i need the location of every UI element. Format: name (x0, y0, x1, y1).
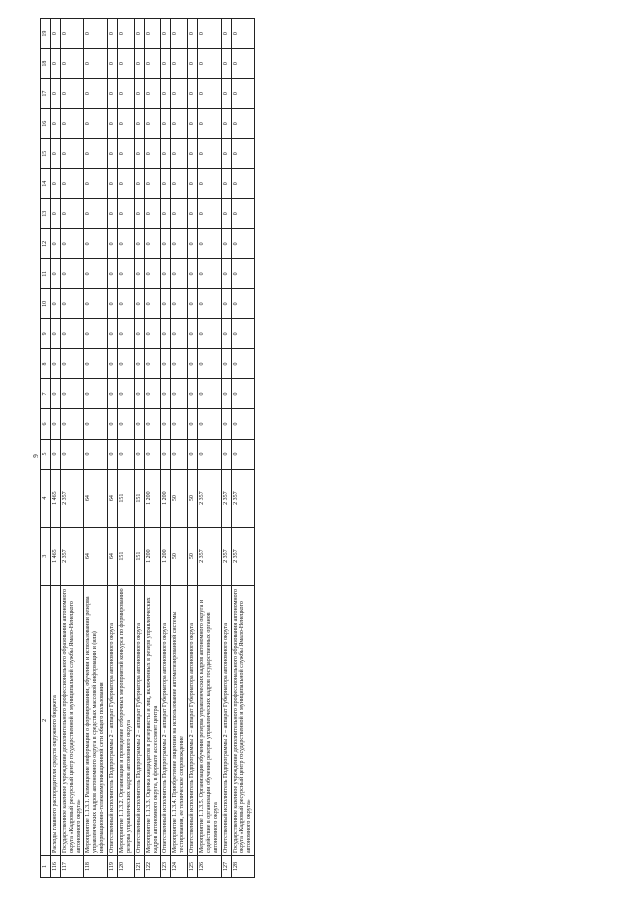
year-value: 0 (144, 49, 161, 79)
year-value: 0 (50, 199, 60, 229)
year-value: 0 (198, 169, 222, 199)
header-cell: 16 (41, 109, 51, 139)
row-description: Ответственный исполнитель Подпрограммы 2 – аппарат Губернатора автономного округа (161, 585, 171, 855)
year-value: 0 (188, 199, 198, 229)
year-value: 0 (198, 19, 222, 49)
year-value: 0 (188, 109, 198, 139)
year-value: 1 465 (50, 469, 60, 527)
year-value: 2 357 (60, 469, 84, 527)
row-number: 123 (161, 855, 171, 877)
year-value: 0 (171, 79, 188, 109)
row-number: 128 (231, 855, 255, 877)
year-value: 0 (188, 79, 198, 109)
row-description: Мероприятие 1.1.3.2. Организация и проведение отборочных мероприятий конкурса по формированию резерва управленческих кадров автономного округа (118, 585, 135, 855)
year-value: 0 (198, 349, 222, 379)
year-value: 0 (60, 379, 84, 409)
year-value: 0 (118, 139, 135, 169)
year-value: 0 (144, 439, 161, 469)
year-value: 0 (161, 199, 171, 229)
row-number: 125 (188, 855, 198, 877)
year-value: 0 (60, 139, 84, 169)
year-value: 0 (84, 139, 108, 169)
year-value: 0 (221, 109, 231, 139)
year-value: 0 (221, 49, 231, 79)
year-value: 0 (144, 139, 161, 169)
row-number: 121 (134, 855, 144, 877)
year-value: 0 (84, 19, 108, 49)
year-value: 0 (134, 349, 144, 379)
year-value: 0 (221, 79, 231, 109)
row-description: Расходы главного распорядителя средств окружного бюджета (50, 585, 60, 855)
year-value: 0 (188, 409, 198, 439)
year-value: 0 (84, 229, 108, 259)
header-cell: 3 (41, 527, 51, 585)
year-value: 0 (134, 49, 144, 79)
year-value: 0 (198, 109, 222, 139)
year-value: 0 (134, 259, 144, 289)
year-value: 0 (108, 199, 118, 229)
table-row (118, 19, 135, 878)
year-value: 0 (118, 19, 135, 49)
header-cell: 7 (41, 379, 51, 409)
rotated-table-wrapper (40, 18, 600, 878)
year-value: 0 (221, 439, 231, 469)
year-value: 0 (144, 319, 161, 349)
year-value: 0 (60, 439, 84, 469)
header-cell: 10 (41, 289, 51, 319)
year-value: 0 (231, 319, 255, 349)
year-value: 0 (84, 409, 108, 439)
year-value: 0 (231, 49, 255, 79)
year-value: 2 357 (221, 469, 231, 527)
year-value: 0 (108, 229, 118, 259)
year-value: 0 (161, 409, 171, 439)
year-value: 0 (161, 289, 171, 319)
year-value: 0 (161, 169, 171, 199)
year-value: 0 (118, 199, 135, 229)
year-value: 0 (221, 349, 231, 379)
year-value: 0 (231, 229, 255, 259)
year-value: 0 (84, 289, 108, 319)
total-value: 50 (188, 527, 198, 585)
total-value: 1 200 (144, 527, 161, 585)
year-value: 0 (171, 229, 188, 259)
year-value: 0 (221, 199, 231, 229)
year-value: 2 357 (198, 469, 222, 527)
header-cell: 14 (41, 169, 51, 199)
row-number: 119 (108, 855, 118, 877)
year-value: 0 (144, 19, 161, 49)
row-number: 126 (198, 855, 222, 877)
year-value: 0 (188, 439, 198, 469)
year-value: 0 (188, 19, 198, 49)
year-value: 0 (231, 409, 255, 439)
year-value: 0 (171, 139, 188, 169)
year-value: 0 (221, 409, 231, 439)
header-cell: 8 (41, 349, 51, 379)
header-cell: 19 (41, 19, 51, 49)
year-value: 0 (118, 229, 135, 259)
year-value: 0 (198, 229, 222, 259)
row-number: 116 (50, 855, 60, 877)
row-number: 122 (144, 855, 161, 877)
year-value: 0 (171, 49, 188, 79)
year-value: 0 (134, 379, 144, 409)
year-value: 0 (108, 319, 118, 349)
year-value: 0 (50, 19, 60, 49)
year-value: 0 (144, 199, 161, 229)
year-value: 0 (50, 169, 60, 199)
year-value: 0 (231, 19, 255, 49)
year-value: 0 (84, 439, 108, 469)
row-description: Мероприятие 1.1.3.4. Приобретение лицензии на использование автоматизированной системы тестирования, ее техническое сопровождение (171, 585, 188, 855)
year-value: 0 (134, 319, 144, 349)
year-value: 0 (171, 169, 188, 199)
table-body (50, 19, 254, 878)
year-value: 1 200 (144, 469, 161, 527)
year-value: 0 (118, 49, 135, 79)
year-value: 0 (171, 349, 188, 379)
year-value: 0 (50, 409, 60, 439)
year-value: 0 (144, 79, 161, 109)
year-value: 0 (84, 169, 108, 199)
year-value: 0 (144, 409, 161, 439)
year-value: 0 (221, 169, 231, 199)
year-value: 0 (108, 49, 118, 79)
total-value: 64 (84, 527, 108, 585)
row-description: Ответственный исполнитель Подпрограммы 2 – аппарат Губернатора автономного округа (108, 585, 118, 855)
year-value: 0 (144, 169, 161, 199)
year-value: 0 (60, 109, 84, 139)
year-value: 0 (161, 109, 171, 139)
year-value: 0 (221, 229, 231, 259)
table-row (231, 19, 255, 878)
year-value: 0 (144, 229, 161, 259)
row-number: 117 (60, 855, 84, 877)
year-value: 0 (50, 79, 60, 109)
table-row (171, 19, 188, 878)
year-value: 0 (108, 79, 118, 109)
year-value: 0 (134, 229, 144, 259)
table-row (60, 19, 84, 878)
year-value: 50 (171, 469, 188, 527)
total-value: 151 (134, 527, 144, 585)
row-description: Государственное казенное учреждение дополнительного профессионального образования автономного округа «Кадровый ресурсный центр государственной и муниципальной службы Ямало-Ненецкого автономного округа» (231, 585, 255, 855)
header-cell: 17 (41, 79, 51, 109)
year-value: 0 (198, 379, 222, 409)
year-value: 0 (118, 409, 135, 439)
total-value: 2 357 (231, 527, 255, 585)
year-value: 0 (84, 349, 108, 379)
year-value: 0 (134, 439, 144, 469)
header-cell: 15 (41, 139, 51, 169)
year-value: 0 (161, 319, 171, 349)
year-value: 0 (50, 379, 60, 409)
year-value: 0 (60, 199, 84, 229)
year-value: 0 (118, 259, 135, 289)
total-value: 2 357 (60, 527, 84, 585)
year-value: 151 (118, 469, 135, 527)
year-value: 0 (50, 139, 60, 169)
year-value: 0 (221, 289, 231, 319)
row-number: 124 (171, 855, 188, 877)
year-value: 0 (134, 169, 144, 199)
year-value: 0 (231, 199, 255, 229)
year-value: 0 (60, 169, 84, 199)
year-value: 0 (188, 229, 198, 259)
year-value: 0 (161, 229, 171, 259)
year-value: 0 (231, 79, 255, 109)
header-cell: 13 (41, 199, 51, 229)
year-value: 0 (231, 139, 255, 169)
header-cell: 6 (41, 409, 51, 439)
year-value: 0 (171, 379, 188, 409)
year-value: 0 (118, 289, 135, 319)
year-value: 0 (171, 319, 188, 349)
row-number: 127 (221, 855, 231, 877)
year-value: 0 (50, 319, 60, 349)
year-value: 0 (134, 79, 144, 109)
year-value: 0 (171, 409, 188, 439)
row-number: 118 (84, 855, 108, 877)
year-value: 0 (198, 79, 222, 109)
year-value: 0 (60, 49, 84, 79)
year-value: 0 (161, 379, 171, 409)
year-value: 0 (198, 259, 222, 289)
year-value: 0 (171, 199, 188, 229)
header-cell: 12 (41, 229, 51, 259)
year-value: 0 (108, 139, 118, 169)
year-value: 0 (188, 169, 198, 199)
year-value: 0 (161, 349, 171, 379)
year-value: 0 (231, 439, 255, 469)
year-value: 0 (231, 349, 255, 379)
year-value: 0 (161, 439, 171, 469)
row-number: 120 (118, 855, 135, 877)
year-value: 0 (134, 139, 144, 169)
year-value: 0 (221, 19, 231, 49)
year-value: 0 (198, 409, 222, 439)
year-value: 0 (50, 349, 60, 379)
year-value: 0 (198, 289, 222, 319)
year-value: 0 (144, 109, 161, 139)
year-value: 151 (134, 469, 144, 527)
year-value: 0 (171, 289, 188, 319)
total-value: 50 (171, 527, 188, 585)
year-value: 1 200 (161, 469, 171, 527)
year-value: 0 (188, 349, 198, 379)
year-value: 0 (231, 169, 255, 199)
year-value: 0 (171, 109, 188, 139)
header-cell: 4 (41, 469, 51, 527)
header-cell: 9 (41, 319, 51, 349)
year-value: 0 (118, 169, 135, 199)
total-value: 151 (118, 527, 135, 585)
year-value: 0 (84, 79, 108, 109)
year-value: 0 (161, 49, 171, 79)
year-value: 0 (134, 109, 144, 139)
table-row (84, 19, 108, 878)
year-value: 0 (108, 109, 118, 139)
total-value: 1 200 (161, 527, 171, 585)
header-row (41, 19, 51, 878)
year-value: 0 (50, 259, 60, 289)
year-value: 0 (50, 229, 60, 259)
year-value: 0 (108, 289, 118, 319)
table-row (221, 19, 231, 878)
row-description: Ответственный исполнитель Подпрограммы 2 – аппарат Губернатора автономного округа (188, 585, 198, 855)
year-value: 0 (221, 319, 231, 349)
year-value: 0 (134, 199, 144, 229)
year-value: 0 (108, 379, 118, 409)
year-value: 0 (84, 49, 108, 79)
year-value: 0 (60, 79, 84, 109)
year-value: 0 (144, 259, 161, 289)
budget-table (40, 18, 255, 878)
header-cell: 18 (41, 49, 51, 79)
year-value: 0 (50, 439, 60, 469)
year-value: 0 (60, 259, 84, 289)
year-value: 0 (161, 139, 171, 169)
year-value: 0 (198, 199, 222, 229)
year-value: 0 (171, 19, 188, 49)
year-value: 0 (221, 259, 231, 289)
year-value: 0 (198, 49, 222, 79)
header-cell: 11 (41, 259, 51, 289)
table-row (134, 19, 144, 878)
year-value: 0 (188, 139, 198, 169)
row-description: Мероприятие 1.1.3.3. Оценка кандидатов в резервисты и лиц, включенных в резерв управленческих кадров автономного округа, в формате ассессмент центра (144, 585, 161, 855)
table-row (108, 19, 118, 878)
table-row (144, 19, 161, 878)
year-value: 0 (60, 19, 84, 49)
year-value: 0 (84, 199, 108, 229)
year-value: 0 (84, 109, 108, 139)
year-value: 0 (118, 439, 135, 469)
year-value: 0 (50, 109, 60, 139)
year-value: 0 (50, 289, 60, 319)
row-description: Государственное казенное учреждение дополнительного профессионального образования автономного округа «Кадровый ресурсный центр государственной и муниципальной службы Ямало-Ненецкого автономного округа» (60, 585, 84, 855)
year-value: 0 (118, 319, 135, 349)
year-value: 0 (171, 259, 188, 289)
year-value: 64 (108, 469, 118, 527)
year-value: 0 (84, 379, 108, 409)
year-value: 0 (60, 229, 84, 259)
table-row (161, 19, 171, 878)
row-description: Мероприятие 1.1.3.1. Размещение информации о формировании, обучении и использовании резерва управленческих кадров автономного округа в средствах массовой информации и (или) информационно-телекоммуникационной сети общего пользования (84, 585, 108, 855)
year-value: 0 (188, 379, 198, 409)
row-description: Ответственный исполнитель Подпрограммы 2 – аппарат Губернатора автономного округа (221, 585, 231, 855)
year-value: 0 (198, 439, 222, 469)
year-value: 0 (134, 19, 144, 49)
year-value: 0 (84, 259, 108, 289)
year-value: 0 (108, 169, 118, 199)
year-value: 2 357 (231, 469, 255, 527)
year-value: 0 (118, 79, 135, 109)
year-value: 0 (144, 379, 161, 409)
year-value: 0 (221, 379, 231, 409)
year-value: 0 (144, 349, 161, 379)
year-value: 0 (161, 259, 171, 289)
year-value: 0 (118, 349, 135, 379)
year-value: 0 (188, 289, 198, 319)
total-value: 64 (108, 527, 118, 585)
header-cell: 5 (41, 439, 51, 469)
year-value: 64 (84, 469, 108, 527)
year-value: 0 (108, 349, 118, 379)
year-value: 0 (198, 319, 222, 349)
table-row (188, 19, 198, 878)
year-value: 0 (50, 49, 60, 79)
year-value: 0 (188, 259, 198, 289)
year-value: 0 (171, 439, 188, 469)
total-value: 2 357 (198, 527, 222, 585)
year-value: 0 (60, 409, 84, 439)
year-value: 0 (161, 79, 171, 109)
year-value: 0 (221, 139, 231, 169)
year-value: 0 (118, 109, 135, 139)
year-value: 0 (188, 319, 198, 349)
year-value: 0 (231, 259, 255, 289)
total-value: 1 465 (50, 527, 60, 585)
year-value: 0 (60, 289, 84, 319)
year-value: 0 (108, 19, 118, 49)
header-cell: 2 (41, 585, 51, 855)
row-description: Ответственный исполнитель Подпрограммы 2 – аппарат Губернатора автономного округа (134, 585, 144, 855)
table-row (198, 19, 222, 878)
year-value: 0 (134, 289, 144, 319)
year-value: 50 (188, 469, 198, 527)
year-value: 0 (84, 319, 108, 349)
year-value: 0 (60, 349, 84, 379)
year-value: 0 (231, 109, 255, 139)
year-value: 0 (108, 439, 118, 469)
year-value: 0 (231, 289, 255, 319)
year-value: 0 (188, 49, 198, 79)
table-row (50, 19, 60, 878)
year-value: 0 (161, 19, 171, 49)
row-description: Мероприятие 1.1.3.5. Организация обучения резерва управленческих кадров автономного округа и содействие в организации обучения резерва управленческих кадров государственных органов автономного округа (198, 585, 222, 855)
total-value: 2 357 (221, 527, 231, 585)
year-value: 0 (144, 289, 161, 319)
year-value: 0 (108, 259, 118, 289)
year-value: 0 (134, 409, 144, 439)
year-value: 0 (118, 379, 135, 409)
year-value: 0 (231, 379, 255, 409)
header-cell: 1 (41, 855, 51, 877)
year-value: 0 (108, 409, 118, 439)
year-value: 0 (60, 319, 84, 349)
page-number: 9 (31, 454, 40, 458)
year-value: 0 (198, 139, 222, 169)
